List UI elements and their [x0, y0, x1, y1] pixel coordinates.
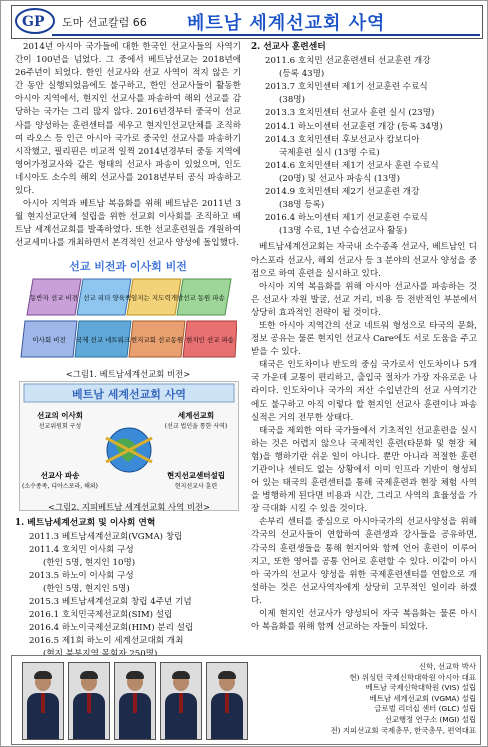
timeline-item [251, 94, 477, 107]
fig2-top-right-title: 세계선교회 [177, 410, 215, 420]
timeline-text: 호치민센터 제1기 선교사 훈련 수료식 [297, 160, 439, 171]
timeline-text: 하노이센터 제1기 선교훈련 수료식 [297, 213, 428, 224]
credit-line: 베트남 세계선교회 (VGMA) 설립 [369, 693, 476, 703]
timeline-text: 베트남세계선교회(VGMA) 창립 [61, 531, 183, 542]
timeline-year: 2014.1 [265, 121, 296, 132]
timeline-year: 2013.7 [265, 82, 296, 93]
timeline-item [251, 199, 477, 212]
timeline-year: 2016.4 [265, 213, 296, 224]
author-photo [206, 662, 248, 740]
timeline-text: 호치민국제선교회(SIM) 설립 [61, 610, 173, 621]
section-heading: 1. 베트남세계선교회 및 이사회 연혁 [15, 517, 156, 528]
timeline-year: 2016.5 [29, 636, 60, 647]
fig1-title: 선교 비전과 이사회 비전 [69, 259, 187, 273]
timeline-item [251, 134, 477, 147]
training-list [251, 55, 477, 238]
timeline-item [15, 544, 241, 557]
paragraph: 베트남세계선교회는 자국내 소수종족 선교사, 베트남인 디아스포라 선교사, 해외 선교사 등 3 분야의 선교사 양성을 중점으로 하여 훈련을 실시하고 있다. [251, 242, 477, 279]
credit-line: 신학, 선교학 박사 [418, 662, 476, 671]
timeline-text: 국제훈련 실시 (13명 수료) [279, 147, 380, 158]
gp-logo [14, 7, 56, 35]
right-column [251, 41, 477, 634]
paragraph: 아시아 지역 복음화를 위해 아시아 선교사를 파송하는 것은 선교사 자원 발굴, 선교 거리, 비용 등 전반적인 부분에서 상당히 효과적인 전략이 될 것이다. [251, 281, 477, 318]
timeline-item [251, 121, 477, 134]
timeline-year: 2016.1 [29, 610, 60, 621]
timeline-year: 2013.5 [29, 570, 60, 581]
credit-line: 글로벌 리더십 센터 (GLC) 설립 [374, 704, 476, 714]
fig2-bottom-right-title: 현지선교센터설립 [167, 470, 225, 480]
paragraph: 태국을 제외한 여타 국가들에서 기초적인 선교훈련을 실시하는 것은 어렵지 않으나 국제적인 훈련(타문화 및 현장 체험)을 행하기란 쉬운 일이 아니다. 뿐만 아니라 적절한 훈련 기관이나 센터도 없는 상황에서 이미 인프라 기반이 형성되어 있는 태국의 훈련센터를 통해 국제훈련과 현장 체험 사역을 병행하게 된다면 비용과 시간, 그리고 사역의 효율성을 가장 극대화 시킬 수 있을 것이다. [251, 425, 477, 515]
history-list [15, 531, 241, 662]
timeline-year: 2011.6 [265, 56, 296, 67]
fig2-bottom-right-sub: 현지선교사 훈련 [174, 482, 218, 490]
timeline-item [251, 212, 477, 225]
timeline-item [251, 107, 477, 120]
timeline-item [15, 596, 241, 609]
timeline-item [251, 173, 477, 186]
author-photo [68, 662, 110, 740]
paragraph: 아시아 지역과 베트남 복음화를 위해 베트남은 2011년 3월 현지선교단체 설립을 위한 선교회 이사회를 조직하고 베트남 세계선교회를 발족하였다. 또한 선교훈련원을 개원하여 선교세미나를 개최하면서 본격적인 선교사 양성에 돌입했다. [15, 199, 241, 249]
timeline-item [15, 635, 241, 648]
timeline-year: 2014.6 [265, 160, 296, 171]
fig1-top-label: 선교 리더 양육 [83, 293, 125, 302]
author-strip [11, 655, 481, 745]
fig1-bottom-label: 현지교회 선교동원 [130, 335, 184, 344]
timeline-text: (등록 43명) [279, 69, 325, 80]
author-photo [160, 662, 202, 740]
timeline-text: 하노이국제선교회(HIM) 분리 설립 [61, 623, 194, 634]
credit-line: 현) 위싱턴 국제신학대학원 아시아 대표 [349, 672, 476, 682]
timeline-item [15, 570, 241, 583]
timeline-text: (20명) 및 선교사 파송식 (13명) [279, 173, 400, 184]
timeline-item [251, 55, 477, 68]
timeline-text: 베트남세계선교회 창립 4주년 기념 [61, 597, 192, 608]
timeline-text: 제1회 하노이 세계선교대회 개최 [61, 636, 184, 647]
vision-diagram [19, 257, 237, 361]
timeline-item [251, 68, 477, 81]
fig2-bottom-left-title: 선교사 파송 [40, 470, 80, 480]
timeline-year: 2016.4 [29, 623, 60, 634]
author-photo [22, 662, 64, 740]
fig2-top-left-sub: 선교위원회 구성 [38, 422, 82, 430]
vision-figure [19, 257, 237, 379]
page-title: 베트남 세계선교회 사역 [187, 13, 386, 34]
ministry-figure [19, 381, 239, 511]
timeline-text: (38명) [279, 95, 305, 106]
timeline-text: 하노이 이사회 구성 [61, 570, 134, 581]
timeline-text: 호치민 선교훈련센터 선교훈련 개강 [297, 56, 431, 67]
section-heading: 2. 선교사 훈련센터 [251, 42, 326, 52]
fig2-bottom-left-sub: (소수종족, 디아스포라, 해외) [21, 482, 99, 490]
left-column [15, 41, 241, 662]
credit-line: 전) 지피선교회 국제총무, 한국총무, 편역대표 [330, 725, 476, 735]
timeline-text: 호치민센터 제2기 선교훈련 개강 [297, 187, 420, 198]
paragraph: 이제 현지인 선교사가 양성되어 자국 복음화는 물론 아시아 복음화를 위해 함께 선교하는 자들이 되었다. [251, 609, 477, 633]
figure-caption: <그림1. 베트남세계선교회 비전> [65, 368, 191, 379]
paragraph: 2014년 아시아 국가들에 대한 한국인 선교사들의 사역기간이 100년을 넘었다. 그 중에서 베트남선교는 2018년에 26주년이 되었다. 한인 선교사와 선교 사역이 적지 않은 기간 동안 실행되었음에도 불구하고, 한인 선교사들이 활동한 아시아 지역에서, 현지인 선교사를 파송하여 해외 선교를 감당하는 국가는 그리 많지 않다. 2016년경부터 중국이 선교사를 양성하는 훈련센터를 세우고 현지인선교단체를 조직하여 라오스 등 인근 아시아 국가로 중국인 선교사를 파송하기 시작했고, 필리핀은 비교적 일찍 2014년경부터 중동 지역에 영어가정교사와 같은 형태의 선교사 파송이 있었으며, 인도네시아도 소수의 해외 선교사를 2018년부터 공식 파송하고 있다. [15, 42, 241, 197]
timeline-year: 2013.3 [265, 108, 296, 119]
timeline-item [251, 147, 477, 160]
credit-line: 베트남 국제신학대학원 (VIS) 설립 [365, 683, 476, 693]
timeline-item [15, 622, 241, 635]
credit-line: 선교행정 연구소 (MGI) 설립 [384, 714, 476, 724]
timeline-text: 호치민센터 선교사 훈련 실시 (23명) [297, 108, 435, 119]
timeline-text: (한인 5명, 현지인 5명) [43, 583, 130, 594]
author-photo [114, 662, 156, 740]
fig2-title: 베트남 세계선교회 사역 [72, 387, 186, 401]
timeline-item [251, 160, 477, 173]
header-rule [52, 34, 480, 36]
timeline-text: (13명 수료, 1년 수습선교사 활동) [279, 226, 408, 237]
timeline-item [15, 609, 241, 622]
timeline-year: 2011.4 [29, 544, 60, 555]
fig1-top-label: 동반자 선교 비전 [29, 293, 79, 302]
timeline-item [15, 583, 241, 596]
fig2-top-left-title: 선교의 이사회 [36, 410, 84, 420]
timeline-item [15, 531, 241, 544]
paragraph: 손부리 센터를 중심으로 아시아국가의 선교사양성을 위해 각국의 선교사들이 연합하여 훈련생과 강사들을 공유하면, 각국의 훈련생들을 통해 현지어와 함께 언어 훈련이 이루어지고, 또한 영어를 공통 언어로 훈련할 수 있다. 이같이 아시아 국가의 선교사 양성을 위한 국제훈련센터를 연합으로 개설하는 것은 선교사역자에게 상당히 고무적인 일이라 하겠다. [251, 517, 477, 606]
timeline-text: 호치민 이사회 구성 [61, 544, 134, 555]
fig1-bottom-label: 이사회 비전 [32, 335, 66, 344]
timeline-text: 하노이센터 선교훈련 개강 (등록 34명) [297, 121, 443, 132]
fig1-top-label: 책임지는 지도력개발 [124, 293, 184, 302]
ministry-diagram [20, 382, 238, 494]
timeline-text: 호치민센터 제1기 선교훈련 수료식 [297, 82, 428, 93]
author-credits [280, 662, 476, 736]
timeline-year: 2014.3 [265, 134, 296, 145]
fig2-top-right-sub: (선교 법인을 통한 사역) [164, 422, 228, 430]
figure-caption: <그림2. 지피베트남 세계선교회 사역 비전> [47, 501, 211, 512]
fig1-bottom-label: 국제 선교 네트워크 [75, 335, 131, 344]
timeline-year: 2014.9 [265, 187, 296, 198]
fig1-bottom-label: 현지인 선교 파송 [185, 335, 235, 344]
timeline-text: (한인 5명, 현지인 10명) [43, 557, 136, 568]
timeline-text: 호치민센터 후보선교사 캄보디아 [297, 134, 420, 145]
timeline-year: 2011.3 [29, 531, 60, 542]
timeline-year: 2015.3 [29, 597, 60, 608]
timeline-item [251, 186, 477, 199]
header [11, 5, 483, 39]
fig1-top-label: 선교 동원 파송 [183, 293, 225, 302]
timeline-text: (38명 등록) [279, 200, 325, 211]
timeline-item [15, 557, 241, 570]
paragraph: 태국은 인도차이나 반도의 중심 국가로서 인도차이나 5개국 가운데 교통이 편리하고, 출입국 절차가 가장 자유로운 나라이다. 인도차이나 국가의 저산 수입년간의 선교 사역기간에도 불구하고 아직 이렇다 할 현지인 선교사 훈련이나 파송 실적은 거의 전무한 상태다. [251, 360, 477, 423]
paragraph: 또한 아시아 지역간의 선교 네트워 형성으로 타국의 문화, 정보 공유는 물론 현지인 선교사 Care에도 서로 도움을 주고받을 수 있다. [251, 320, 477, 358]
svg-text:GP: GP [22, 14, 45, 30]
column-label: 도마 선교칼럼 66 [62, 16, 147, 29]
timeline-item [251, 81, 477, 94]
timeline-item [251, 225, 477, 238]
